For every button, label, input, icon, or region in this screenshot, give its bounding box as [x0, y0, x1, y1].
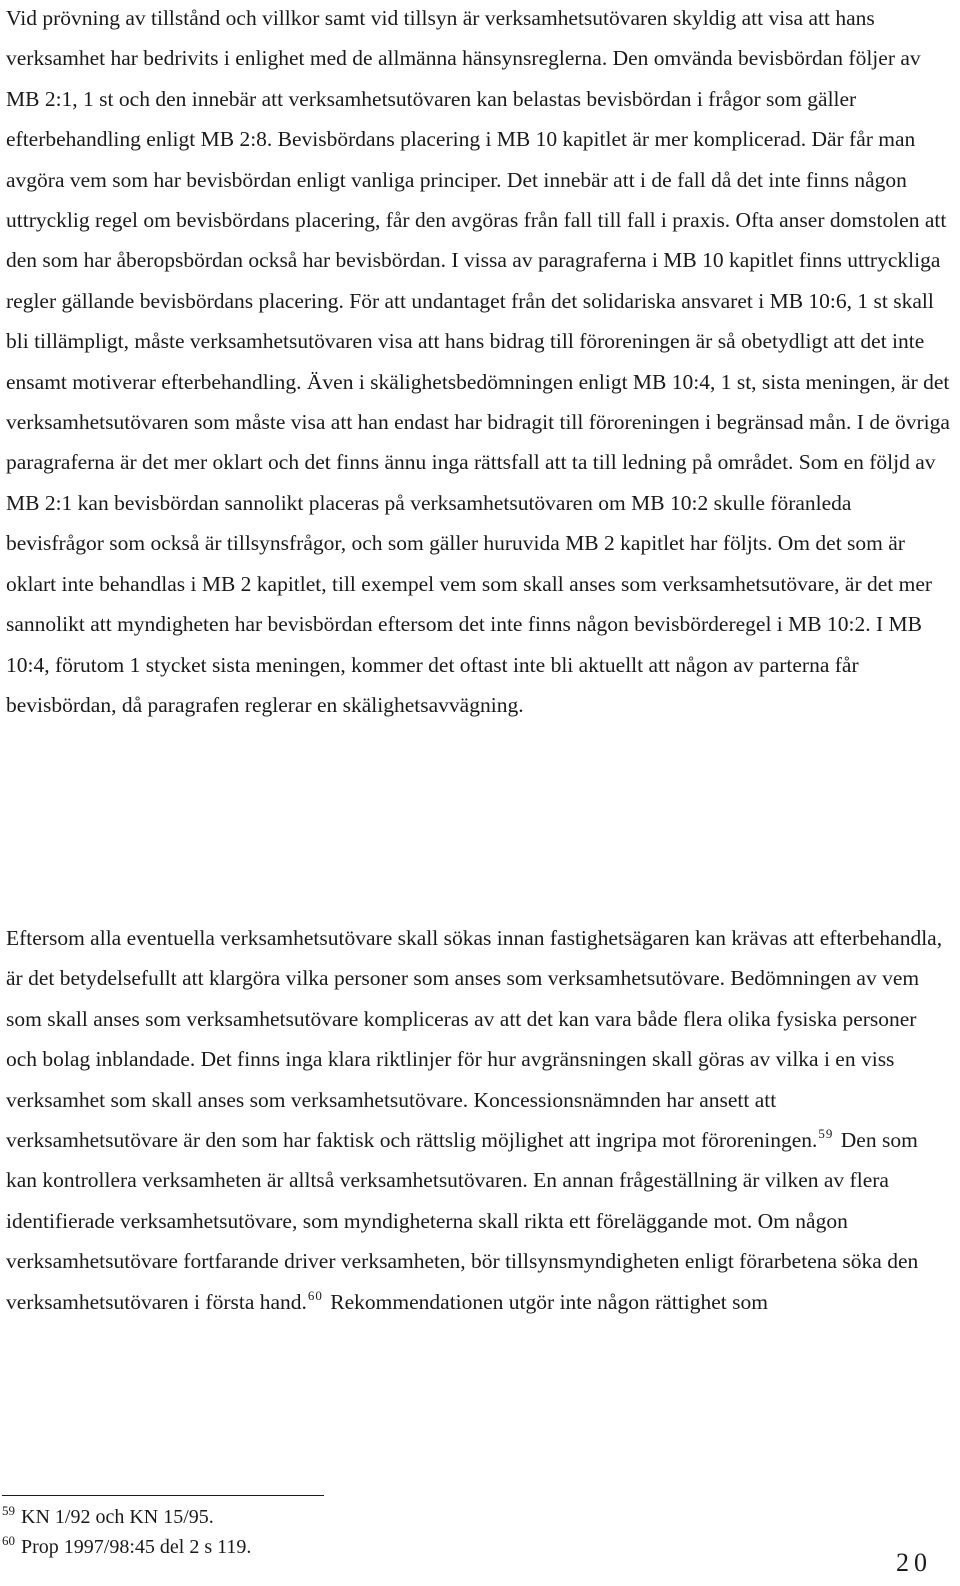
paragraph-2-text-part-3: Rekommendationen utgör inte någon rättighet som: [324, 1289, 768, 1314]
footnote-text: Prop 1997/98:45 del 2 s 119.: [21, 1536, 252, 1558]
page-number: 20: [896, 1548, 932, 1577]
body-paragraph-2: [6, 918, 950, 1322]
footnote-number: 60: [2, 1533, 15, 1548]
footnote-reference-60[interactable]: 60: [307, 1287, 323, 1303]
footnote-60: [2, 1535, 251, 1559]
footnote-reference-59[interactable]: 59: [818, 1126, 834, 1142]
footnote-number: 59: [2, 1503, 15, 1518]
footnote-59: [2, 1505, 214, 1529]
footnote-text: KN 1/92 och KN 15/95.: [21, 1506, 214, 1528]
paragraph-2-text-part-2: Den som kan kontrollera verksamheten är alltså verksamhetsutövaren. En annan frågeställning är vilken av flera identifierade verksamhetsutövare, som myndigheterna skall rikta ett föreläggande mot. Om någon verksamhetsutövare fortfarande driver verksamheten, bör tillsynsmyndigheten enligt förarbetena söka den verksamhetsutövaren i första hand.: [6, 1128, 919, 1314]
footnote-separator-rule: [2, 1495, 324, 1496]
paragraph-2-text-part-1: Eftersom alla eventuella verksamhetsutövare skall sökas innan fastighetsägaren kan krävas att efterbehandla, är det betydelsefullt att klargöra vilka personer som anses som verksamhetsutövare. Bedömningen av vem som skall anses som verksamhetsutövare kompliceras av att det kan vara både flera olika fysiska personer och bolag inblandade. Det finns inga klara riktlinjer för hur avgränsningen skall göras av vilka i en viss verksamhet som skall anses som verksamhetsutövare. Koncessionsnämnden har ansett att verksamhetsutövare är den som har faktisk och rättslig möjlighet att ingripa mot föroreningen.: [6, 926, 943, 1153]
body-paragraph-1: Vid prövning av tillstånd och villkor samt vid tillsyn är verksamhetsutövaren skyldig att visa att hans verksamhet har bedrivits i enlighet med de allmänna hänsynsreglerna. Den omvända bevisbördan följer av MB 2:1, 1 st och den innebär att verksamhetsutövaren kan belastas bevisbördan i frågor som gäller efterbehandling enligt MB 2:8. Bevisbördans placering i MB 10 kapitlet är mer komplicerad. Där får man avgöra vem som har bevisbördan enligt vanliga principer. Det innebär att i de fall då det inte finns någon uttrycklig regel om bevisbördans placering, får den avgöras från fall till fall i praxis. Ofta anser domstolen att den som har åberopsbördan också har bevisbördan. I vissa av paragraferna i MB 10 kapitlet finns uttryckliga regler gällande bevisbördans placering. För att undantaget från det solidariska ansvaret i MB 10:6, 1 st skall bli tillämpligt, måste verksamhetsutövaren visa att hans bidrag till föroreningen är så obetydligt att det inte ensamt motiverar efterbehandling. Även i skälighetsbedömningen enligt MB 10:4, 1 st, sista meningen, är det verksamhetsutövaren som måste visa att han endast har bidragit till föroreningen i begränsad mån. I de övriga paragraferna är det mer oklart och det finns ännu inga rättsfall att ta till ledning på området. Som en följd av MB 2:1 kan bevisbördan sannolikt placeras på verksamhetsutövaren om MB 10:2 skulle föranleda bevisfrågor som också är tillsynsfrågor, och som gäller huruvida MB 2 kapitlet har följts. Om det som är oklart inte behandlas i MB 2 kapitlet, till exempel vem som skall anses som verksamhetsutövare, är det mer sannolikt att myndigheten har bevisbördan eftersom det inte finns någon bevisbörderegel i MB 10:2. I MB 10:4, förutom 1 stycket sista meningen, kommer det oftast inte bli aktuellt att någon av parterna får bevisbördan, då paragrafen reglerar en skälighetsavvägning.: [6, 6, 950, 717]
